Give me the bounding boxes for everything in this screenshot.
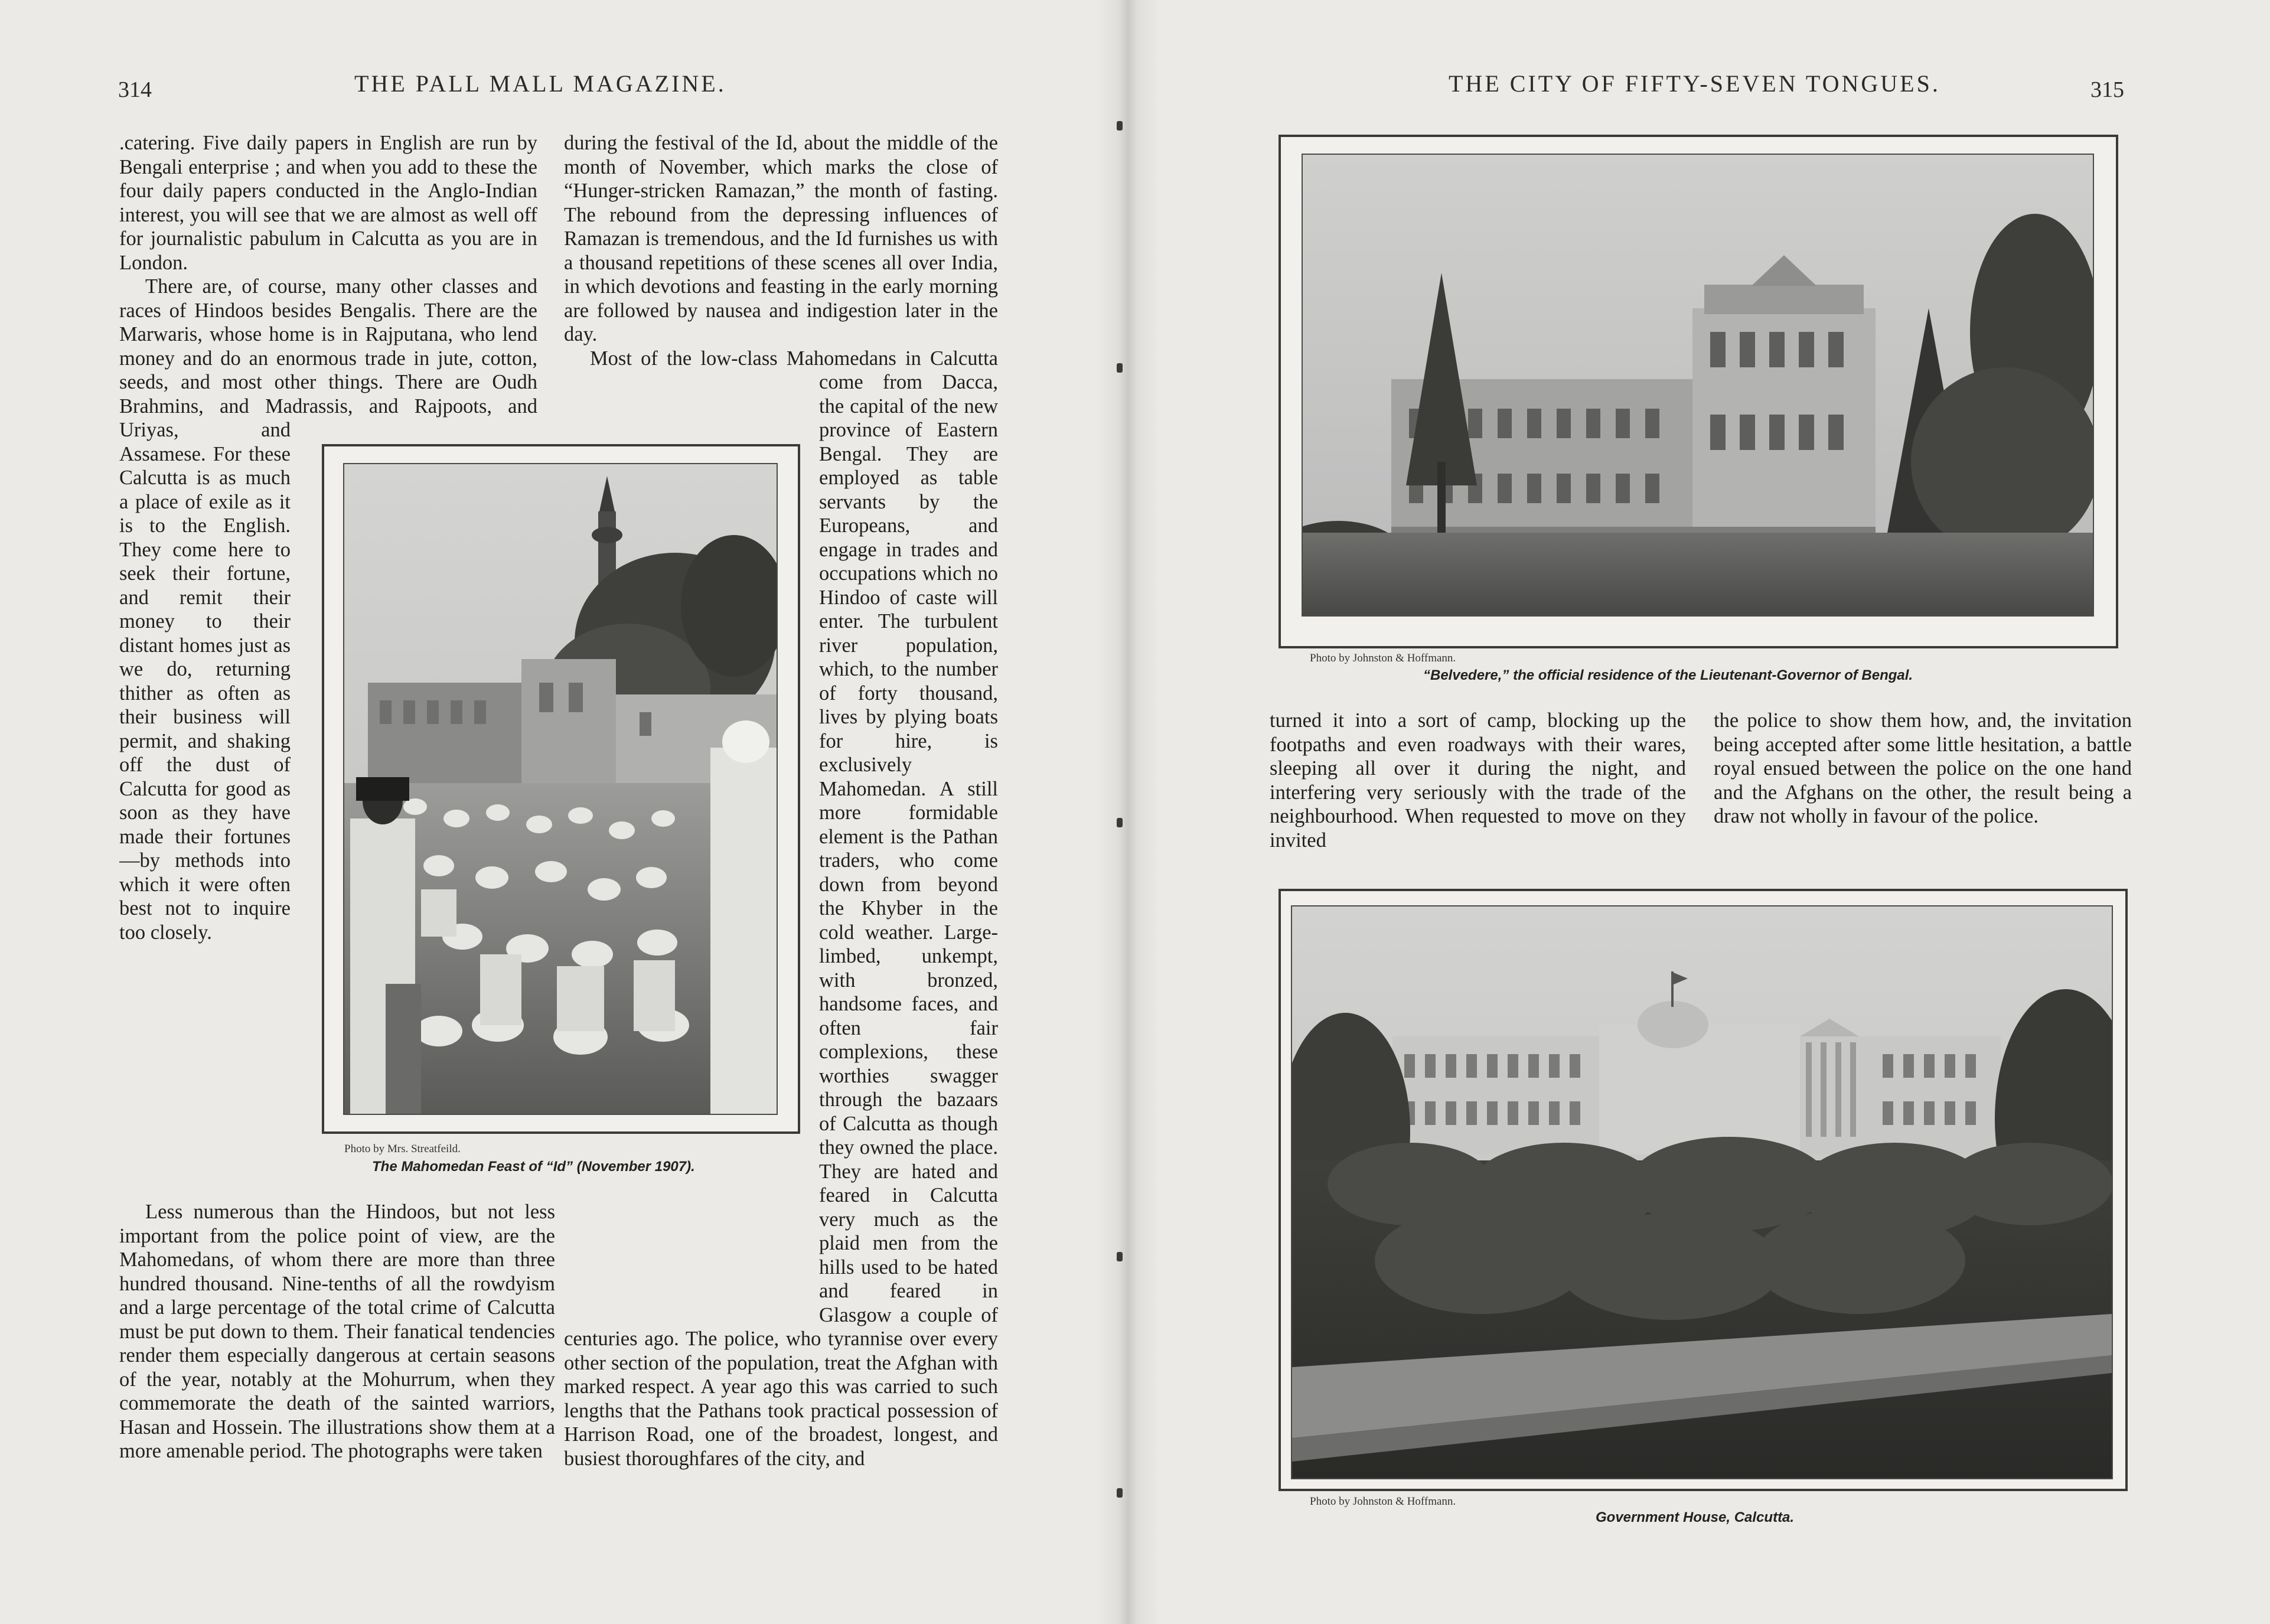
figure-government-house-frame xyxy=(1278,889,2128,1491)
paragraph: turned it into a sort of camp, blocking up the footpaths and even roadways with their wares, sleeping all over it during the night, and interfering very seriously with the trade of the neighbourhood. When requested to move on they invited xyxy=(1270,709,1686,852)
page-number-right: 315 xyxy=(2090,77,2124,102)
page-number-left: 314 xyxy=(118,77,152,102)
photo-credit: Photo by Johnston & Hoffmann. xyxy=(1310,1495,1456,1508)
figure-caption: Government House, Calcutta. xyxy=(1596,1509,1795,1525)
photo-belvedere xyxy=(1302,154,2094,617)
photo-credit: Photo by Johnston & Hoffmann. xyxy=(1310,652,1456,664)
left-column-1-bottom xyxy=(119,1200,555,1537)
running-head-left: THE PALL MALL MAGAZINE. xyxy=(354,70,726,97)
paragraph: .catering. Five daily papers in English are run by Bengali enterprise ; and when you add to these the four daily papers conducted in the Anglo-Indian interest, you will see that we are almost as well off for journalistic pabulum in Calcutta as you are in London. xyxy=(119,132,537,274)
photo-government-house xyxy=(1291,905,2113,1479)
paragraph: Less numerous than the Hindoos, but not less important from the police point of view, are the Mahomedans, of whom there are more than three hundred thousand. Nine-tenths of all the rowdyism and a large percentage of the total crime of Calcutta must be put down to them. Their fanatical tendencies render them especially dangerous at certain seasons of the year, notably at the Mohurrum, when they commemorate the death of the sainted warriors, Hasan and Hossein. The illustrations show them at a more amenable period. The photographs were taken xyxy=(119,1201,555,1462)
binding-stitch xyxy=(1117,818,1123,827)
figure-belvedere-frame xyxy=(1278,135,2118,648)
binding-stitch xyxy=(1117,1252,1123,1261)
right-column-right xyxy=(1714,709,2132,856)
book-gutter xyxy=(1095,0,1160,1624)
paragraph: There are, of course, many other classes and races of Hindoos besides Bengalis. There are the Marwaris, whose home is in Rajputana, who lend money and do an enormous trade in jute, cotton, seeds, and most other things. There are Oudh Brahmins, and Madrassis, and Rajpoots, and Uriyas, and Assamese. For these Calcutta is as much a place of exile as it is to the English. They come here to seek their fortune, and remit their money to their distant homes just as we do, returning thither as often as their business will permit, and shaking off the dust of Calcutta for good as soon as they have made their fortunes—by methods into which it were often best not to inquire too closely. xyxy=(119,275,537,944)
paragraph: during the festival of the Id, about the middle of the month of November, which marks the close of “Hunger-stricken Ramazan,” the month of fasting. The rebound from the depressing influences of Ramazan is tremendous, and the Id furnishes us with a thousand repetitions of these scenes all over India, in which devotions and feasting in the early morning are followed by nausea and indigestion later in the day. xyxy=(564,132,998,345)
right-column-left xyxy=(1270,709,1686,856)
running-head-right: THE CITY OF FIFTY-SEVEN TONGUES. xyxy=(1449,70,1940,97)
paragraph: Most of the low-class Mahomedans in Calcutta come from Dacca, the capital of the new province of Eastern Bengal. They are employed as table servants by the Europeans, and engage in trades and occupations which no Hindoo of caste will enter. The turbulent river population, which, to the number of forty thousand, lives by plying boats for hire, is exclusively Mahomedan. A still more formidable element is the Pathan traders, who come down from beyond the Khyber in the cold weather. Large-limbed, unkempt, with bronzed, handsome faces, and often fair complexions, these worthies swagger through the bazaars of Calcutta as though they owned the place. They are hated and feared in Calcutta very much as the plaid men from the hills used to be hated and feared in Glasgow a couple of centuries ago. The police, who tyrannise over every other section of the population, treat the Afghan with marked respect. A year ago this was carried to such lengths that the Pathans took practical possession of Harrison Road, one of the broadest, longest, and busiest thoroughfares of the city, and xyxy=(564,347,998,1470)
photo-credit: Photo by Mrs. Streatfeild. xyxy=(344,1143,461,1155)
binding-stitch xyxy=(1117,121,1123,131)
photo-id-feast xyxy=(343,463,778,1115)
binding-stitch xyxy=(1117,1488,1123,1498)
binding-stitch xyxy=(1117,363,1123,373)
figure-caption: The Mahomedan Feast of “Id” (November 1907). xyxy=(372,1159,695,1175)
paragraph: the police to show them how, and, the invitation being accepted after some little hesitation, a battle royal ensued between the police on the one hand and the Afghans on the other, the result being a draw not wholly in favour of the police. xyxy=(1714,709,2132,827)
figure-id-feast-frame xyxy=(322,444,800,1134)
figure-caption: “Belvedere,” the official residence of the Lieutenant-Governor of Bengal. xyxy=(1423,667,1913,683)
